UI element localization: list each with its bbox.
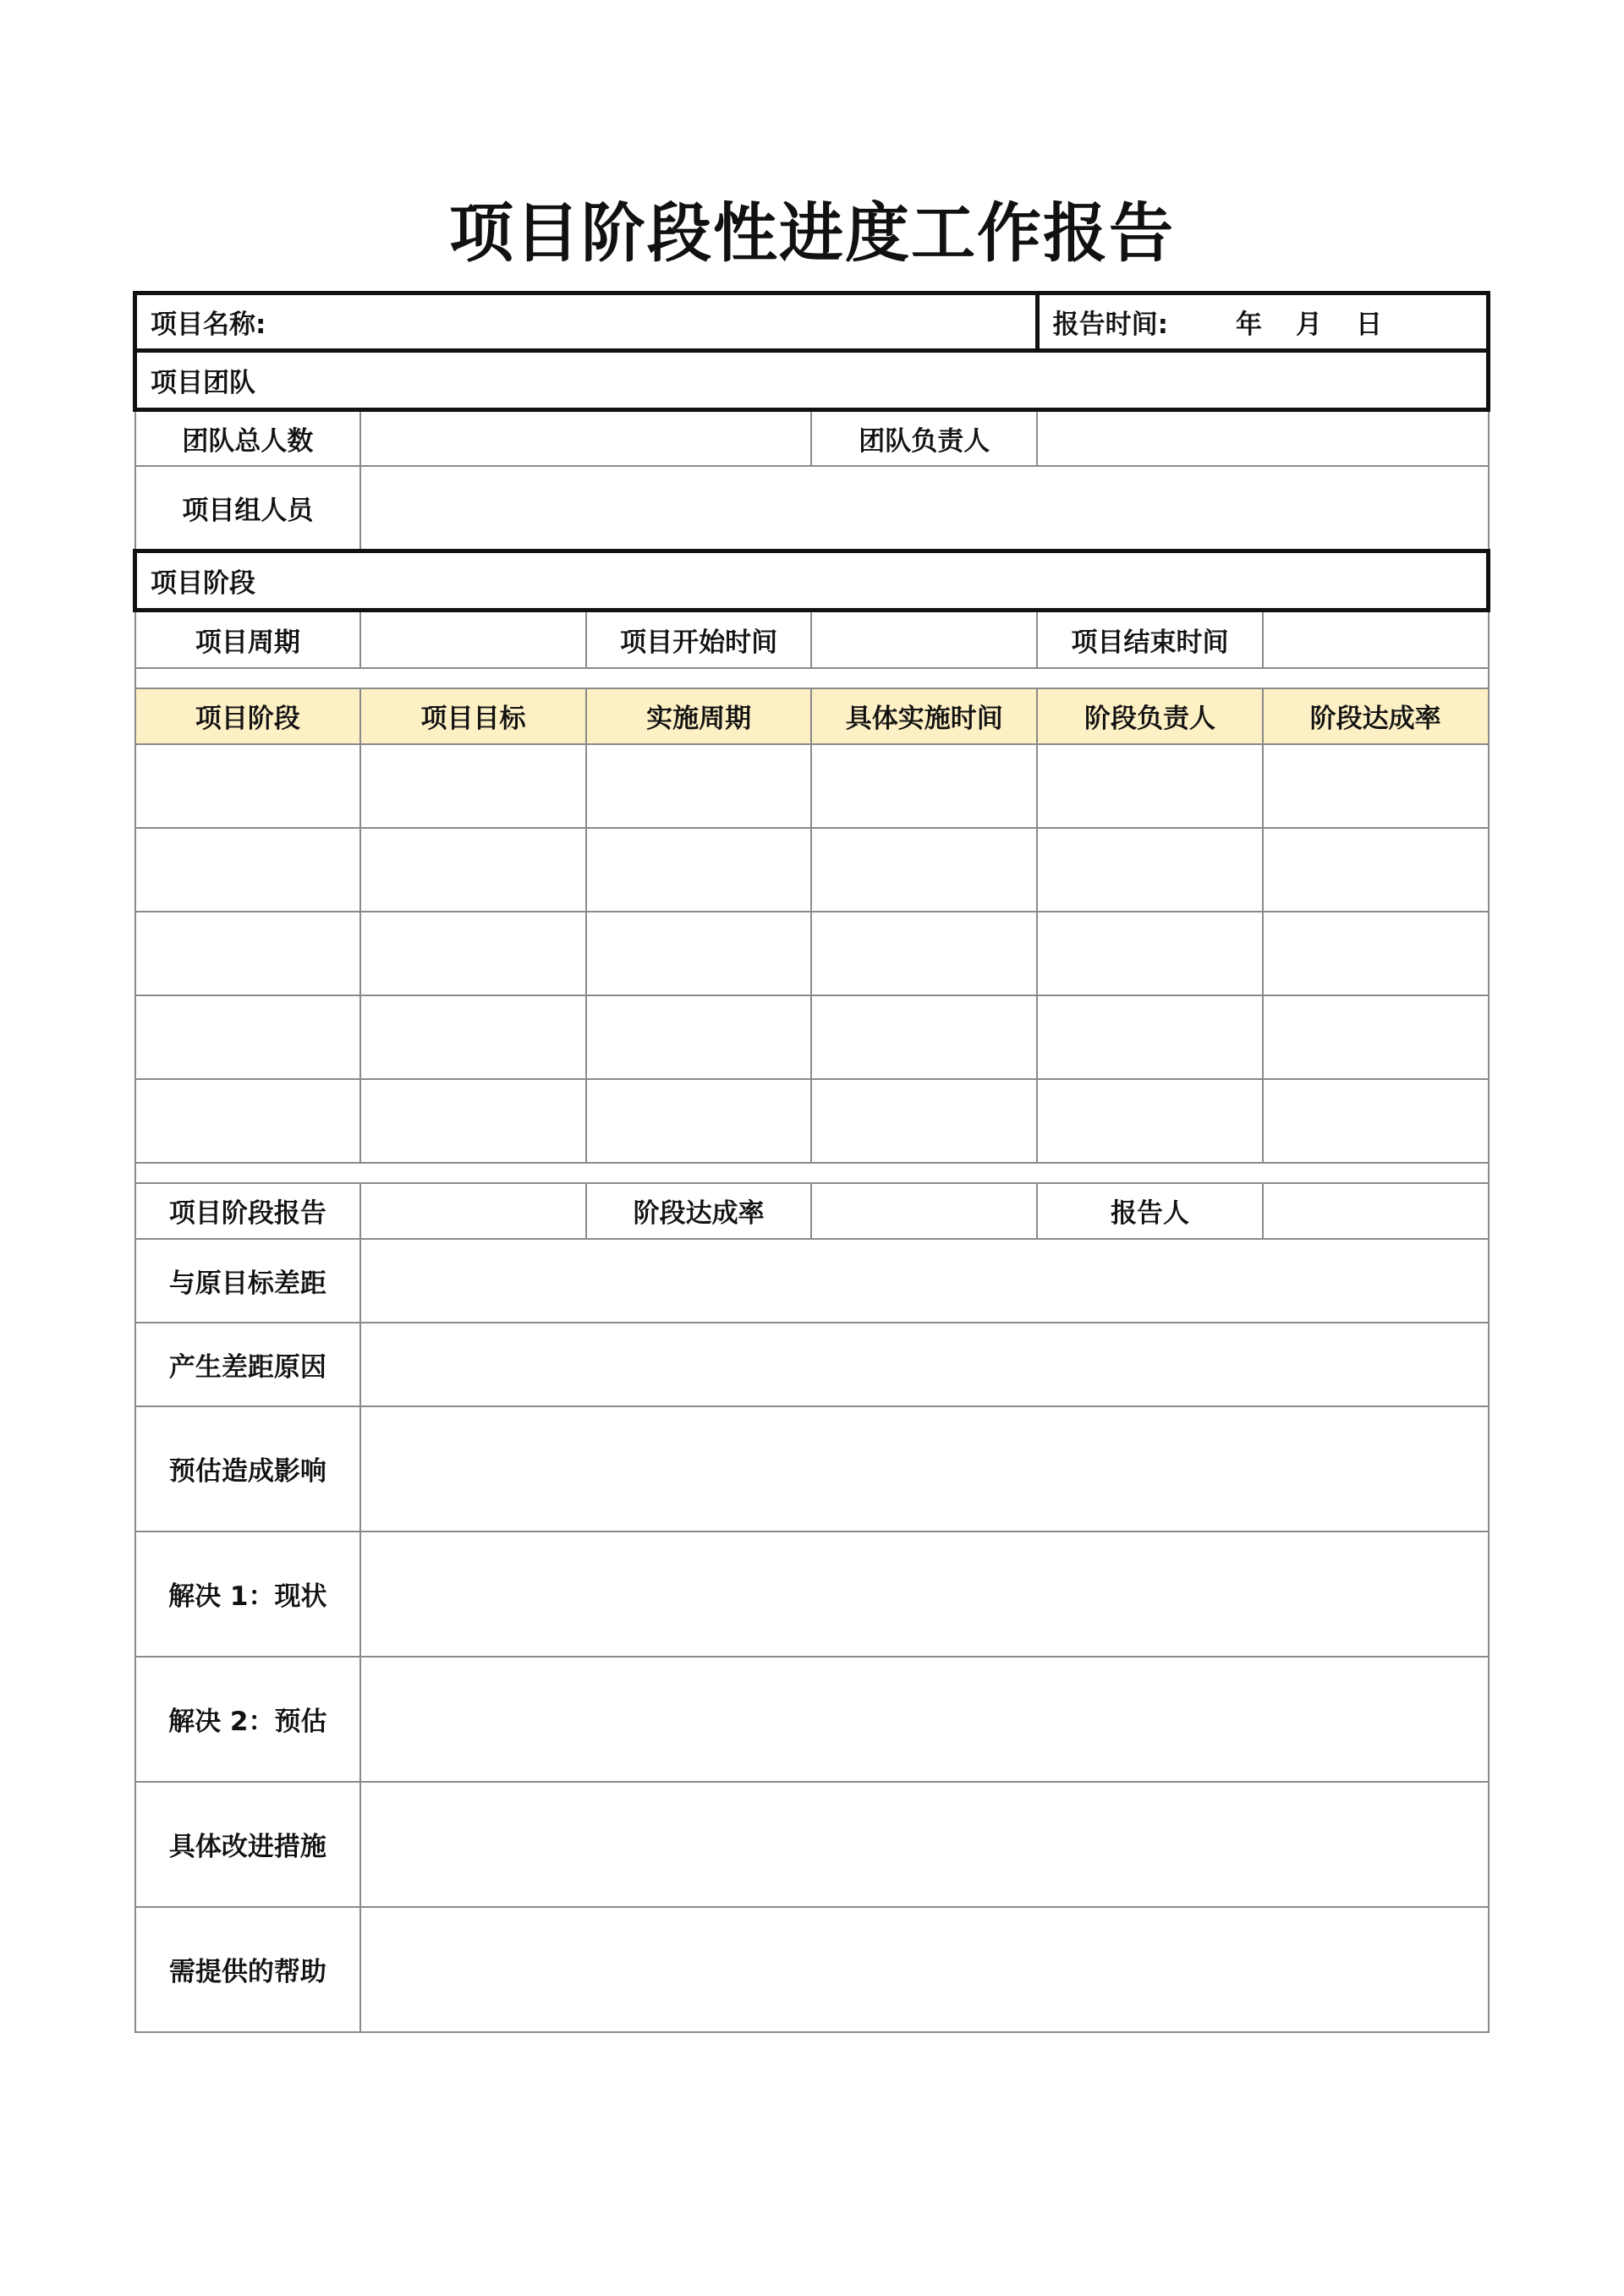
team-leader-label: 团队负责人 xyxy=(811,410,1037,466)
table-cell[interactable] xyxy=(1263,995,1489,1079)
column-header: 项目阶段 xyxy=(135,688,361,744)
estimated-impact-label: 预估造成影响 xyxy=(135,1406,361,1532)
table-row xyxy=(135,744,1489,828)
table-cell[interactable] xyxy=(811,744,1037,828)
table-cell[interactable] xyxy=(1263,1079,1489,1163)
day-label: 日 xyxy=(1356,310,1383,340)
column-header: 项目目标 xyxy=(360,688,586,744)
team-section-heading: 项目团队 xyxy=(135,351,1489,410)
gap-cause-label: 产生差距原因 xyxy=(135,1323,361,1406)
table-cell[interactable] xyxy=(586,995,812,1079)
project-name-field[interactable] xyxy=(135,293,1038,351)
end-time-input[interactable] xyxy=(1263,611,1489,668)
gap-from-goal-label: 与原目标差距 xyxy=(135,1239,361,1323)
page-title: 项目阶段性进度工作报告 xyxy=(449,195,1175,271)
table-cell[interactable] xyxy=(360,912,586,995)
table-cell[interactable] xyxy=(586,828,812,912)
table-cell[interactable] xyxy=(586,912,812,995)
table-cell[interactable] xyxy=(360,744,586,828)
end-time-label: 项目结束时间 xyxy=(1037,611,1263,668)
report-time-field[interactable] xyxy=(1037,293,1488,351)
reporter-input[interactable] xyxy=(1263,1183,1489,1239)
solution-1-input[interactable] xyxy=(360,1532,1488,1657)
team-total-label: 团队总人数 xyxy=(135,410,361,466)
project-cycle-input[interactable] xyxy=(360,611,586,668)
improvement-measures-input[interactable] xyxy=(360,1782,1488,1907)
team-total-input[interactable] xyxy=(360,410,811,466)
table-cell[interactable] xyxy=(135,828,361,912)
table-cell[interactable] xyxy=(811,828,1037,912)
project-name-label: 项目名称: xyxy=(151,310,266,340)
table-cell[interactable] xyxy=(135,995,361,1079)
table-row xyxy=(135,828,1489,912)
table-cell[interactable] xyxy=(135,1079,361,1163)
column-header: 具体实施时间 xyxy=(811,688,1037,744)
table-cell[interactable] xyxy=(360,828,586,912)
table-cell[interactable] xyxy=(1263,912,1489,995)
spacer-row xyxy=(135,668,1489,688)
help-needed-input[interactable] xyxy=(360,1907,1488,2032)
stage-rate-label: 阶段达成率 xyxy=(586,1183,812,1239)
table-row xyxy=(135,912,1489,995)
table-cell[interactable] xyxy=(1037,912,1263,995)
stage-section-heading: 项目阶段 xyxy=(135,551,1489,611)
table-row xyxy=(135,1079,1489,1163)
column-header: 阶段达成率 xyxy=(1263,688,1489,744)
table-cell[interactable] xyxy=(1037,995,1263,1079)
estimated-impact-input[interactable] xyxy=(360,1406,1488,1532)
table-cell[interactable] xyxy=(135,912,361,995)
stage-report-label: 项目阶段报告 xyxy=(135,1183,361,1239)
column-header: 实施周期 xyxy=(586,688,812,744)
table-cell[interactable] xyxy=(586,744,812,828)
gap-cause-input[interactable] xyxy=(360,1323,1488,1406)
column-header: 阶段负责人 xyxy=(1037,688,1263,744)
solution-1-label: 解决 1：现状 xyxy=(135,1532,361,1657)
help-needed-label: 需提供的帮助 xyxy=(135,1907,361,2032)
spacer-row xyxy=(135,1163,1489,1183)
team-members-label: 项目组人员 xyxy=(135,466,361,551)
solution-2-input[interactable] xyxy=(360,1657,1488,1782)
table-cell[interactable] xyxy=(135,744,361,828)
year-label: 年 xyxy=(1236,310,1263,340)
start-time-label: 项目开始时间 xyxy=(586,611,812,668)
table-cell[interactable] xyxy=(360,995,586,1079)
solution-2-label: 解决 2：预估 xyxy=(135,1657,361,1782)
table-cell[interactable] xyxy=(1037,1079,1263,1163)
project-cycle-label: 项目周期 xyxy=(135,611,361,668)
month-label: 月 xyxy=(1296,310,1323,340)
team-members-input[interactable] xyxy=(360,466,1488,551)
table-cell[interactable] xyxy=(1037,744,1263,828)
table-cell[interactable] xyxy=(1263,828,1489,912)
table-row xyxy=(135,995,1489,1079)
improvement-measures-label: 具体改进措施 xyxy=(135,1782,361,1907)
start-time-input[interactable] xyxy=(811,611,1037,668)
stage-report-input[interactable] xyxy=(360,1183,586,1239)
table-cell[interactable] xyxy=(811,1079,1037,1163)
gap-from-goal-input[interactable] xyxy=(360,1239,1488,1323)
table-cell[interactable] xyxy=(811,912,1037,995)
table-cell[interactable] xyxy=(360,1079,586,1163)
table-cell[interactable] xyxy=(1263,744,1489,828)
table-cell[interactable] xyxy=(1037,828,1263,912)
reporter-label: 报告人 xyxy=(1037,1183,1263,1239)
team-leader-input[interactable] xyxy=(1037,410,1488,466)
stage-rate-input[interactable] xyxy=(811,1183,1037,1239)
report-time-label: 报告时间: xyxy=(1052,310,1169,340)
table-cell[interactable] xyxy=(586,1079,812,1163)
table-cell[interactable] xyxy=(811,995,1037,1079)
report-form xyxy=(133,291,1490,2033)
